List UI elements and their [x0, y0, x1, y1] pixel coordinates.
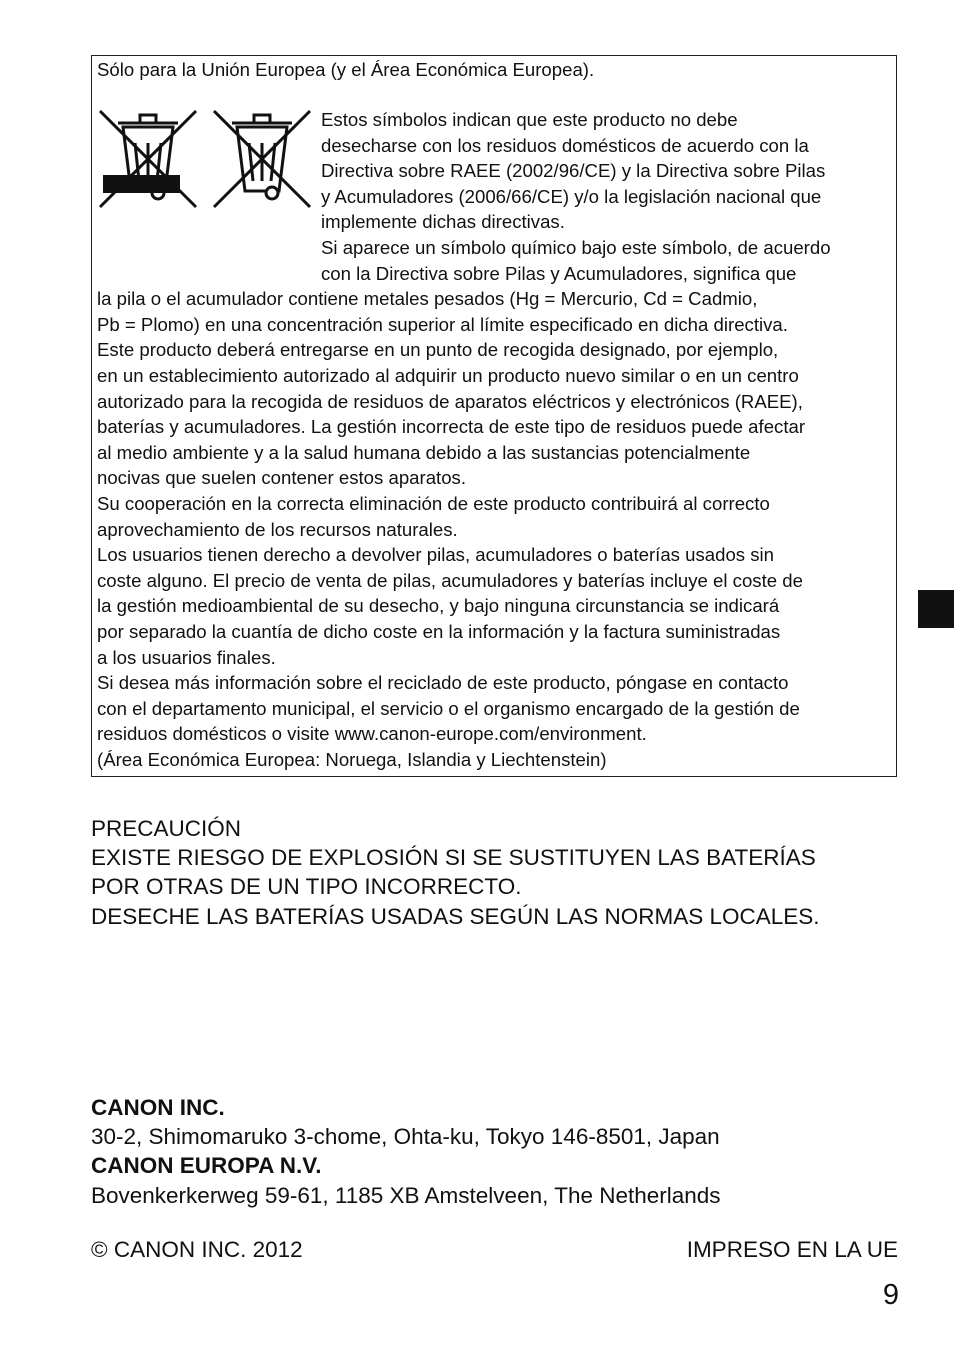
notice-line: con el departamento municipal, el servicio o el organismo encargado de la gestión de [97, 697, 800, 719]
weee-notice-box [91, 55, 897, 777]
notice-line: desecharse con los residuos domésticos de acuerdo con la [321, 134, 809, 156]
notice-line: Si desea más información sobre el reciclado de este producto, póngase en contacto [97, 672, 789, 694]
notice-line: al medio ambiente y a la salud humana debido a las sustancias potencialmente [97, 441, 751, 463]
notice-line: en un establecimiento autorizado al adquirir un producto nuevo similar o en un centro [97, 365, 799, 386]
notice-line: implemente dichas directivas. [321, 211, 565, 233]
notice-line: nocivas que suelen contener estos aparatos. [97, 467, 467, 489]
crossed-bin-icon [212, 109, 312, 209]
company-info [91, 1093, 721, 1210]
notice-line: autorizado para la recogida de residuos de aparatos eléctricos y electrónicos (RAEE), [97, 390, 803, 412]
company-name: CANON INC. [91, 1095, 225, 1120]
page-number: 9 [882, 1279, 899, 1311]
notice-line: Este producto deberá entregarse en un punto de recogida designado, por ejemplo, [97, 339, 779, 361]
notice-line: la pila o el acumulador contiene metales pesados (Hg = Mercurio, Cd = Cadmio, [97, 288, 758, 310]
section-tab-marker [918, 590, 954, 628]
chemical-symbol-bar [103, 175, 180, 193]
caution-line: DESECHE LAS BATERÍAS USADAS SEGÚN LAS NORMAS LOCALES. [91, 903, 820, 929]
caution-line: POR OTRAS DE UN TIPO INCORRECTO. [91, 874, 522, 900]
notice-line: a los usuarios finales. [97, 646, 276, 668]
notice-line: y Acumuladores (2006/66/CE) y/o la legislación nacional que [321, 185, 822, 207]
caution-block [91, 814, 820, 931]
company-address: Bovenkerkerweg 59-61, 1185 XB Amstelveen, The Netherlands [91, 1182, 721, 1208]
printed-in: IMPRESO EN LA UE [686, 1237, 898, 1262]
notice-line: Estos símbolos indican que este producto no debe [321, 109, 738, 130]
notice-line: Si aparece un símbolo químico bajo este símbolo, de acuerdo [321, 237, 831, 258]
notice-header: Sólo para la Unión Europea (y el Área Económica Europea). [97, 59, 595, 80]
notice-line: con la Directiva sobre Pilas y Acumuladores, significa que [321, 262, 797, 284]
caution-title: PRECAUCIÓN [91, 816, 242, 841]
notice-line: aprovechamiento de los recursos naturales. [97, 518, 458, 540]
crossed-bin-icon [98, 109, 198, 209]
notice-line: residuos domésticos o visite www.canon-europe.com/environment. [97, 723, 647, 745]
notice-line: baterías y acumuladores. La gestión incorrecta de este tipo de residuos puede afectar [97, 416, 806, 438]
company-address: 30-2, Shimomaruko 3-chome, Ohta-ku, Tokyo 146-8501, Japan [91, 1124, 720, 1150]
notice-line: Directiva sobre RAEE (2002/96/CE) y la Directiva sobre Pilas [321, 160, 826, 182]
notice-line: (Área Económica Europea: Noruega, Islandia y Liechtenstein) [97, 749, 607, 770]
notice-line: coste alguno. El precio de venta de pilas, acumuladores y baterías incluye el coste de [97, 569, 803, 591]
notice-line: Los usuarios tienen derecho a devolver pilas, acumuladores o baterías usados sin [97, 544, 775, 566]
caution-line: EXISTE RIESGO DE EXPLOSIÓN SI SE SUSTITUYEN LAS BATERÍAS [91, 845, 816, 871]
notice-line: Su cooperación en la correcta eliminación de este producto contribuirá al correcto [97, 493, 770, 514]
copyright: © CANON INC. 2012 [91, 1237, 303, 1262]
notice-line: por separado la cuantía de dicho coste en la información y la factura suministradas [97, 621, 781, 642]
notice-line: la gestión medioambiental de su desecho, y bajo ninguna circunstancia se indicará [97, 595, 780, 617]
notice-line: Pb = Plomo) en una concentración superior al límite especificado en dicha directiva. [97, 313, 788, 335]
company-name: CANON EUROPA N.V. [91, 1153, 322, 1179]
